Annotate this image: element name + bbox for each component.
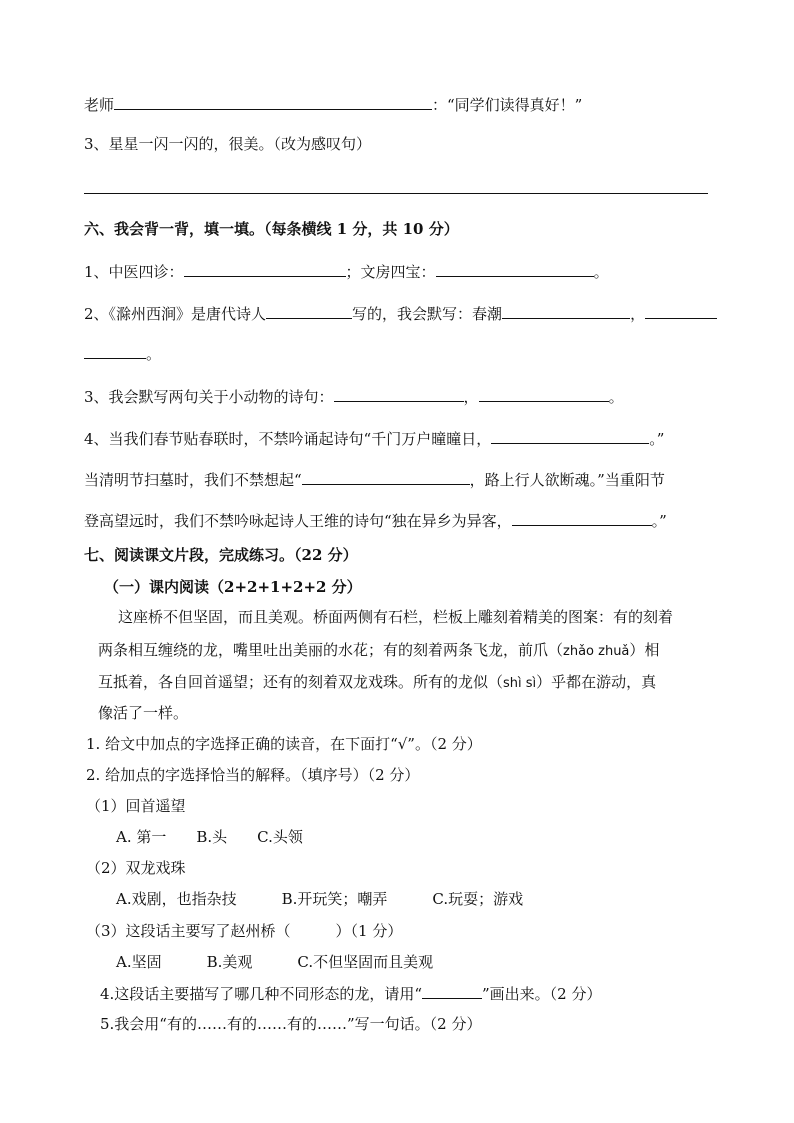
sub-question-2: （2）双龙戏珠 — [86, 859, 186, 877]
passage-text: 互抵着，各自回首遥望；还有的刻着双龙戏珠。所有的龙似（ — [98, 673, 504, 691]
q4-text-b: 当清明节扫墓时，我们不禁想起“ — [84, 471, 302, 489]
section-7-sub-heading: （一）课内阅读（2+2+1+2+2 分） — [104, 578, 362, 596]
question-4-text-b: ”画出来。（2 分） — [481, 985, 602, 1003]
blank-line[interactable] — [114, 94, 432, 110]
blank-line[interactable] — [266, 303, 352, 319]
sub-question-2-options[interactable]: A.戏剧，也指杂技 B.开玩笑；嘲弄 C.玩耍；游戏 — [116, 890, 524, 908]
passage-text: 两条相互缠绕的龙，嘴里吐出美丽的水花；有的刻着两条飞龙，前爪（ — [98, 641, 564, 659]
sec6-q4-line2 — [84, 469, 665, 490]
q4-end-a: 。” — [649, 430, 665, 448]
answer-line[interactable] — [84, 193, 708, 194]
question-1: 1. 给文中加点的字选择正确的读音，在下面打“√”。（2 分） — [86, 735, 482, 753]
passage-line-1: 这座桥不但坚固，而且美观。桥面两侧有石栏，栏板上雕刻着精美的图案：有的刻着 — [118, 608, 674, 626]
q5-suffix: ：“同学们读得真好！” — [432, 96, 583, 114]
blank-line[interactable] — [479, 386, 609, 402]
sec6-q2 — [84, 303, 717, 324]
question-4 — [100, 983, 601, 1004]
section-7-heading: 七、阅读课文片段，完成练习。（22 分） — [84, 546, 358, 564]
sub-question-3[interactable]: （3）这段话主要写了赵州桥（ ）（1 分） — [86, 922, 403, 940]
blank-line[interactable] — [512, 510, 652, 526]
section-6-heading: 六、我会背一背，填一填。（每条横线 1 分，共 10 分） — [84, 220, 459, 238]
q4-text-c: ，路上行人欲断魂。”当重阳节 — [469, 471, 665, 489]
sec6-q1 — [84, 261, 609, 282]
q1-end: 。 — [593, 263, 609, 281]
sub-question-1: （1）回首遥望 — [86, 797, 186, 815]
sec6-q2-cont — [84, 343, 161, 364]
q4-end-d: 。” — [651, 512, 667, 530]
q2-label-b: 写的，我会默写：春潮 — [352, 305, 503, 323]
q5-prefix: 老师 — [84, 96, 115, 114]
sec6-q4-line3 — [84, 510, 667, 531]
blank-line[interactable] — [84, 343, 146, 359]
sec6-q3 — [84, 386, 624, 407]
passage-text-end: ）相 — [629, 641, 660, 659]
passage-line-3 — [98, 672, 656, 694]
passage-line-4: 像活了一样。 — [98, 704, 189, 722]
passage-line-2 — [98, 640, 659, 662]
q4-text-d: 登高望远时，我们不禁吟咏起诗人王维的诗句“独在异乡为异客， — [84, 512, 512, 530]
q3-comma: ， — [463, 388, 479, 406]
blank-line[interactable] — [302, 469, 470, 485]
sub-question-3-options[interactable]: A.坚固 B.美观 C.不但坚固而且美观 — [116, 953, 434, 971]
question-2: 2. 给加点的字选择恰当的解释。（填序号）（2 分） — [86, 766, 420, 784]
q2-comma: ， — [630, 305, 646, 323]
blank-line[interactable] — [491, 428, 649, 444]
q2-end: 。 — [146, 345, 162, 363]
blank-line[interactable] — [334, 386, 464, 402]
pinyin-options[interactable]: zhǎo zhuǎ — [563, 644, 630, 659]
q5-teacher-line — [84, 94, 582, 115]
pinyin-options[interactable]: shì sì — [503, 676, 537, 691]
question-4-text-a: 4.这段话主要描写了哪几种不同形态的龙，请用“ — [100, 985, 422, 1003]
blank-line[interactable] — [436, 261, 594, 277]
question-5: 5.我会用“有的……有的……有的……”写一句话。（2 分） — [100, 1015, 482, 1033]
q1-label-a: 1、中医四诊： — [84, 263, 184, 281]
sec6-q4-line1 — [84, 428, 664, 449]
blank-line[interactable] — [502, 303, 630, 319]
q3-end: 。 — [608, 388, 624, 406]
blank-line[interactable] — [184, 261, 346, 277]
sub-question-1-options[interactable]: A. 第一 B.头 C.头领 — [116, 828, 303, 846]
underline-sample — [422, 983, 482, 999]
q5-item-3: 3、星星一闪一闪的，很美。（改为感叹句） — [84, 135, 372, 153]
q4-text-a: 4、当我们春节贴春联时，不禁吟诵起诗句“千门万户曈曈日， — [84, 430, 492, 448]
blank-line[interactable] — [645, 303, 717, 319]
passage-text-end: ）乎都在游动，真 — [536, 673, 657, 691]
q1-label-b: ；文房四宝： — [345, 263, 436, 281]
q3-label: 3、我会默写两句关于小动物的诗句： — [84, 388, 334, 406]
q2-label-a: 2、《滁州西涧》是唐代诗人 — [84, 305, 267, 323]
